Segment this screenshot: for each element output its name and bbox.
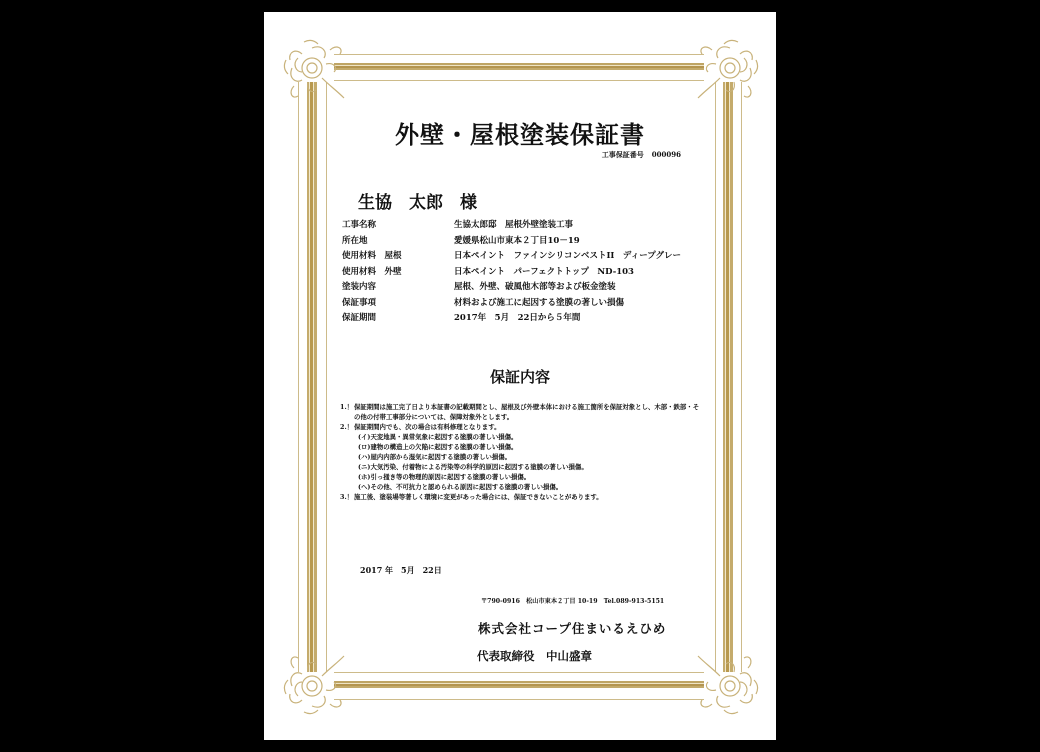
details-table [342, 218, 702, 327]
term-sub-item: (ロ)建物の構造上の欠陥に起因する塗膜の著しい損傷。 [358, 443, 518, 451]
detail-row [342, 249, 702, 265]
detail-row [342, 296, 702, 312]
detail-label: 保証事項 [342, 297, 377, 308]
term-item [340, 402, 700, 422]
term-item [340, 492, 700, 502]
detail-value: 生協太郎邸 屋根外壁塗装工事 [454, 220, 574, 230]
term-number: 1.！ [340, 403, 354, 411]
section-title-warranty-contents: 保証内容 [489, 368, 550, 386]
document-title: 外壁・屋根塗装保証書 [395, 120, 645, 149]
term-number: 3.！ [340, 493, 354, 501]
border-top-outer-line [334, 54, 704, 55]
detail-value: 材料および施工に起因する塗膜の著しい損傷 [454, 297, 625, 308]
detail-row [342, 234, 702, 250]
border-bottom-band [334, 681, 704, 688]
term-number: 2.！ [340, 423, 354, 431]
issue-date: 2017 年 5月 22日 [360, 565, 442, 575]
detail-label: 保証期間 [342, 313, 377, 323]
ornament-corner-top-right-icon [690, 34, 764, 108]
ornament-corner-bottom-left-icon [278, 646, 352, 720]
term-sub-item: (ヘ)その他、不可抗力と認められる原因に起因する塗膜の著しい損傷。 [358, 483, 563, 491]
detail-row [342, 218, 702, 234]
term-item [340, 422, 700, 432]
company-address: 〒790-0916 松山市東本２丁目 10-19 Tel.089-913-5151 [481, 598, 665, 605]
term-text: 施工後、塗装場等著しく環境に変更があった場合には、保証できないことがあります。 [354, 493, 603, 501]
term-text: 保証期間は施工完了日より本証書の記載期間とし、屋根及び外壁本体における施工箇所を保証対象とし、木部・鉄部・その他の付帯工事部分については、保障対象外とします。 [354, 403, 700, 421]
border-bottom-outer-line [334, 699, 704, 700]
detail-value: 2017年 5月 22日から５年間 [454, 313, 581, 323]
detail-row [342, 311, 702, 327]
detail-label: 使用材料 外壁 [342, 266, 402, 277]
term-sub-item: (イ)天変地異・異常気象に起因する塗膜の著しい損傷。 [358, 433, 518, 441]
detail-label: 使用材料 屋根 [342, 251, 402, 261]
recipient-name: 生協 太郎 様 [358, 193, 477, 213]
work-number-label: 工事保証番号 [601, 150, 644, 159]
warranty-certificate [264, 12, 776, 740]
detail-label: 工事名称 [342, 220, 377, 230]
ornament-corner-top-left-icon [278, 34, 352, 108]
ornament-corner-bottom-right-icon [690, 646, 764, 720]
work-number [602, 150, 681, 160]
representative-name: 代表取締役 中山盛章 [477, 649, 592, 663]
detail-label: 所在地 [342, 235, 368, 246]
warranty-terms [340, 402, 700, 502]
detail-value: 日本ペイント パーフェクトトップ ND-103 [454, 266, 634, 277]
term-sub-item: (ホ)引っ掻き等の物理的原因に起因する塗膜の著しい損傷。 [358, 473, 531, 481]
detail-label: 塗装内容 [342, 282, 377, 292]
detail-value: 屋根、外壁、破風他木部等および板金塗装 [454, 282, 616, 292]
border-top-inner-line [334, 80, 704, 81]
detail-row [342, 280, 702, 296]
detail-value: 愛媛県松山市東本２丁目10－19 [454, 235, 580, 246]
detail-value: 日本ペイント ファインシリコンベストII ディープグレー [454, 251, 682, 261]
term-sub-item: (ニ)大気汚染、付着物による汚染等の科学的原因に起因する塗膜の著しい損傷。 [358, 463, 588, 471]
work-number-value: 000096 [651, 150, 681, 159]
border-top-band [334, 63, 704, 70]
border-bottom-inner-line [334, 672, 704, 673]
detail-row [342, 265, 702, 281]
term-text: 保証期間内でも、次の場合は有料修理となります。 [354, 423, 501, 431]
term-sub-item: (ハ)屋内内部から湿気に起因する塗膜の著しい損傷。 [358, 453, 512, 461]
company-name: 株式会社コープ住まいるえひめ [478, 621, 667, 636]
